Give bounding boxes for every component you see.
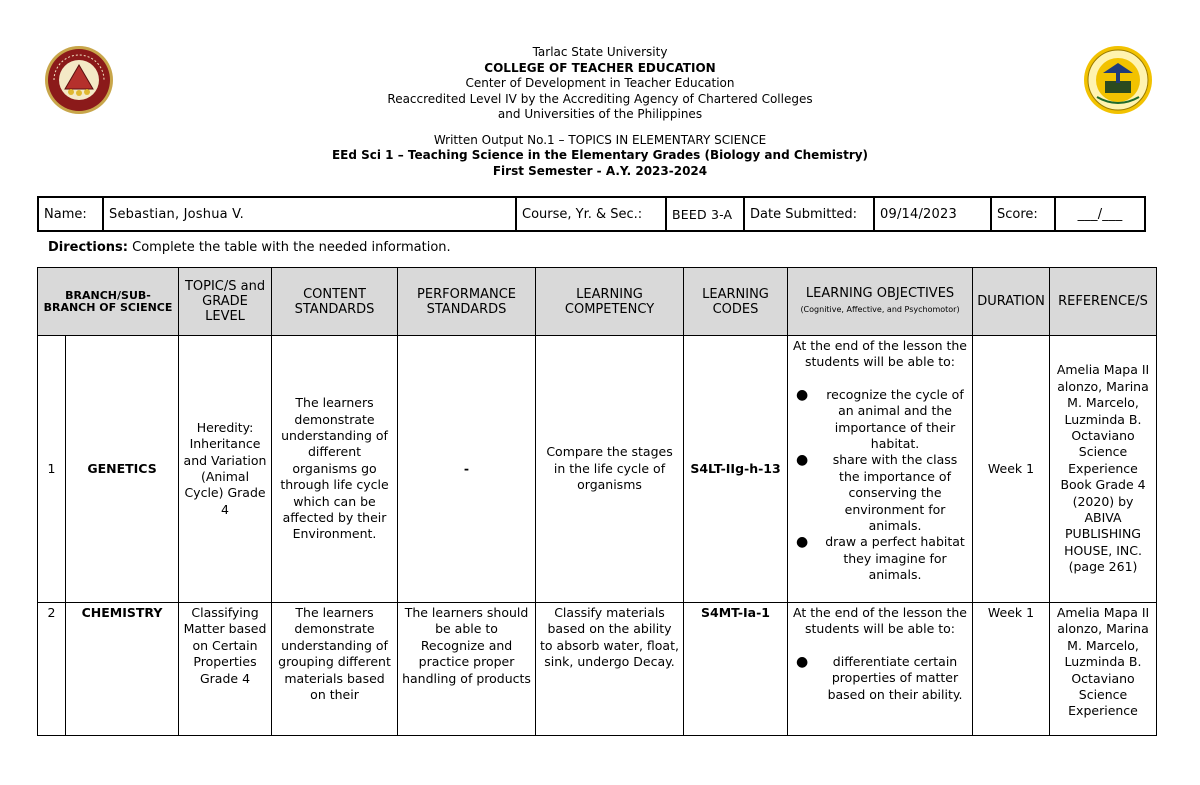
row-branch: CHEMISTRY [66, 603, 179, 736]
row-competency: Classify materials based on the ability to absorb water, float, sink, undergo Decay. [536, 603, 684, 736]
list-item: ● differentiate certain properties of matter based on their ability. [796, 653, 963, 702]
course-title: EEd Sci 1 – Teaching Science in the Elementary Grades (Biology and Chemistry) [331, 148, 869, 162]
header-objectives-note: (Cognitive, Affective, and Psychomotor) [800, 305, 960, 314]
row-references: Amelia Mapa II alonzo, Marina M. Marcelo, Luzminda B. Octaviano Science Experience [1050, 603, 1157, 736]
header-competency: LEARNING COMPETENCY [536, 268, 684, 336]
row-objectives [788, 336, 973, 603]
course-field[interactable]: BEED 3-A [666, 197, 744, 231]
directions-text: Complete the table with the needed information. [132, 240, 451, 255]
directions [48, 240, 451, 255]
date-label: Date Submitted: [744, 197, 874, 231]
header-performance: PERFORMANCE STANDARDS [398, 268, 536, 336]
header-branch: BRANCH/SUB-BRANCH OF SCIENCE [38, 268, 179, 336]
row-content: The learners demonstrate understanding of grouping different materials based on their [272, 603, 398, 736]
score-field[interactable]: ___/___ [1055, 197, 1145, 231]
college-name: COLLEGE OF TEACHER EDUCATION [484, 60, 716, 75]
score-label: Score: [991, 197, 1055, 231]
accreditation-line-2: and Universities of the Philippines [497, 107, 703, 121]
table-row [38, 336, 1157, 603]
header-objectives [788, 268, 973, 336]
header-objectives-label: LEARNING OBJECTIVES [805, 286, 955, 301]
header-content: CONTENT STANDARDS [272, 268, 398, 336]
objectives-list [792, 387, 968, 584]
header-topic: TOPIC/S and GRADE LEVEL [179, 268, 272, 336]
document-header [0, 45, 1200, 179]
row-topic: Heredity: Inheritance and Variation (Animal Cycle) Grade 4 [179, 336, 272, 603]
row-performance: The learners should be able to Recognize and practice proper handling of products [398, 603, 536, 736]
objectives-intro: At the end of the lesson the students will be able to: [793, 605, 967, 637]
row-code: S4MT-Ia-1 [684, 603, 788, 736]
semester-title: First Semester - A.Y. 2023-2024 [492, 163, 708, 178]
header-duration: DURATION [973, 268, 1050, 336]
objectives-list [792, 654, 968, 703]
bullet-icon: ● [796, 534, 809, 551]
list-item: ● recognize the cycle of an animal and the importance of their habitat. [796, 386, 964, 452]
bullet-icon: ● [796, 452, 809, 469]
row-number: 2 [38, 603, 66, 736]
name-field[interactable]: Sebastian, Joshua V. [103, 197, 516, 231]
accreditation-line-1: Reaccredited Level IV by the Accrediting Agency of Chartered Colleges [387, 91, 813, 106]
list-item: ● share with the class the importance of conserving the environment for animals. [796, 452, 958, 534]
university-name: Tarlac State University [532, 45, 668, 59]
row-number: 1 [38, 336, 66, 603]
objectives-intro: At the end of the lesson the students will be able to: [793, 338, 967, 370]
table-header-row [38, 268, 1157, 336]
center-name: Center of Development in Teacher Education [465, 76, 735, 90]
row-references: Amelia Mapa II alonzo, Marina M. Marcelo, Luzminda B. Octaviano Science Experience Book Grade 4 (2020) by ABIVA PUBLISHING HOUSE, INC. (page 261) [1050, 336, 1157, 603]
name-label: Name: [38, 197, 103, 231]
bullet-icon: ● [796, 653, 809, 670]
row-duration: Week 1 [973, 336, 1050, 603]
row-objectives [788, 603, 973, 736]
course-label: Course, Yr. & Sec.: [516, 197, 666, 231]
header-codes: LEARNING CODES [684, 268, 788, 336]
row-branch: GENETICS [66, 336, 179, 603]
topics-table [37, 267, 1157, 736]
row-duration: Week 1 [973, 603, 1050, 736]
row-content: The learners demonstrate understanding of different organisms go through life cycle which can be affected by their Environment. [272, 336, 398, 603]
row-performance: - [398, 336, 536, 603]
header-references: REFERENCE/S [1050, 268, 1157, 336]
row-topic: Classifying Matter based on Certain Properties Grade 4 [179, 603, 272, 736]
row-competency: Compare the stages in the life cycle of organisms [536, 336, 684, 603]
row-code: S4LT-IIg-h-13 [684, 336, 788, 603]
written-output-title: Written Output No.1 – TOPICS IN ELEMENTARY SCIENCE [433, 132, 767, 147]
date-field[interactable]: 09/14/2023 [874, 197, 991, 231]
student-info-table [37, 196, 1146, 232]
bullet-icon: ● [796, 386, 809, 403]
directions-label: Directions: [48, 240, 128, 255]
table-row [38, 603, 1157, 736]
list-item: ● draw a perfect habitat they imagine for animals. [796, 534, 965, 583]
